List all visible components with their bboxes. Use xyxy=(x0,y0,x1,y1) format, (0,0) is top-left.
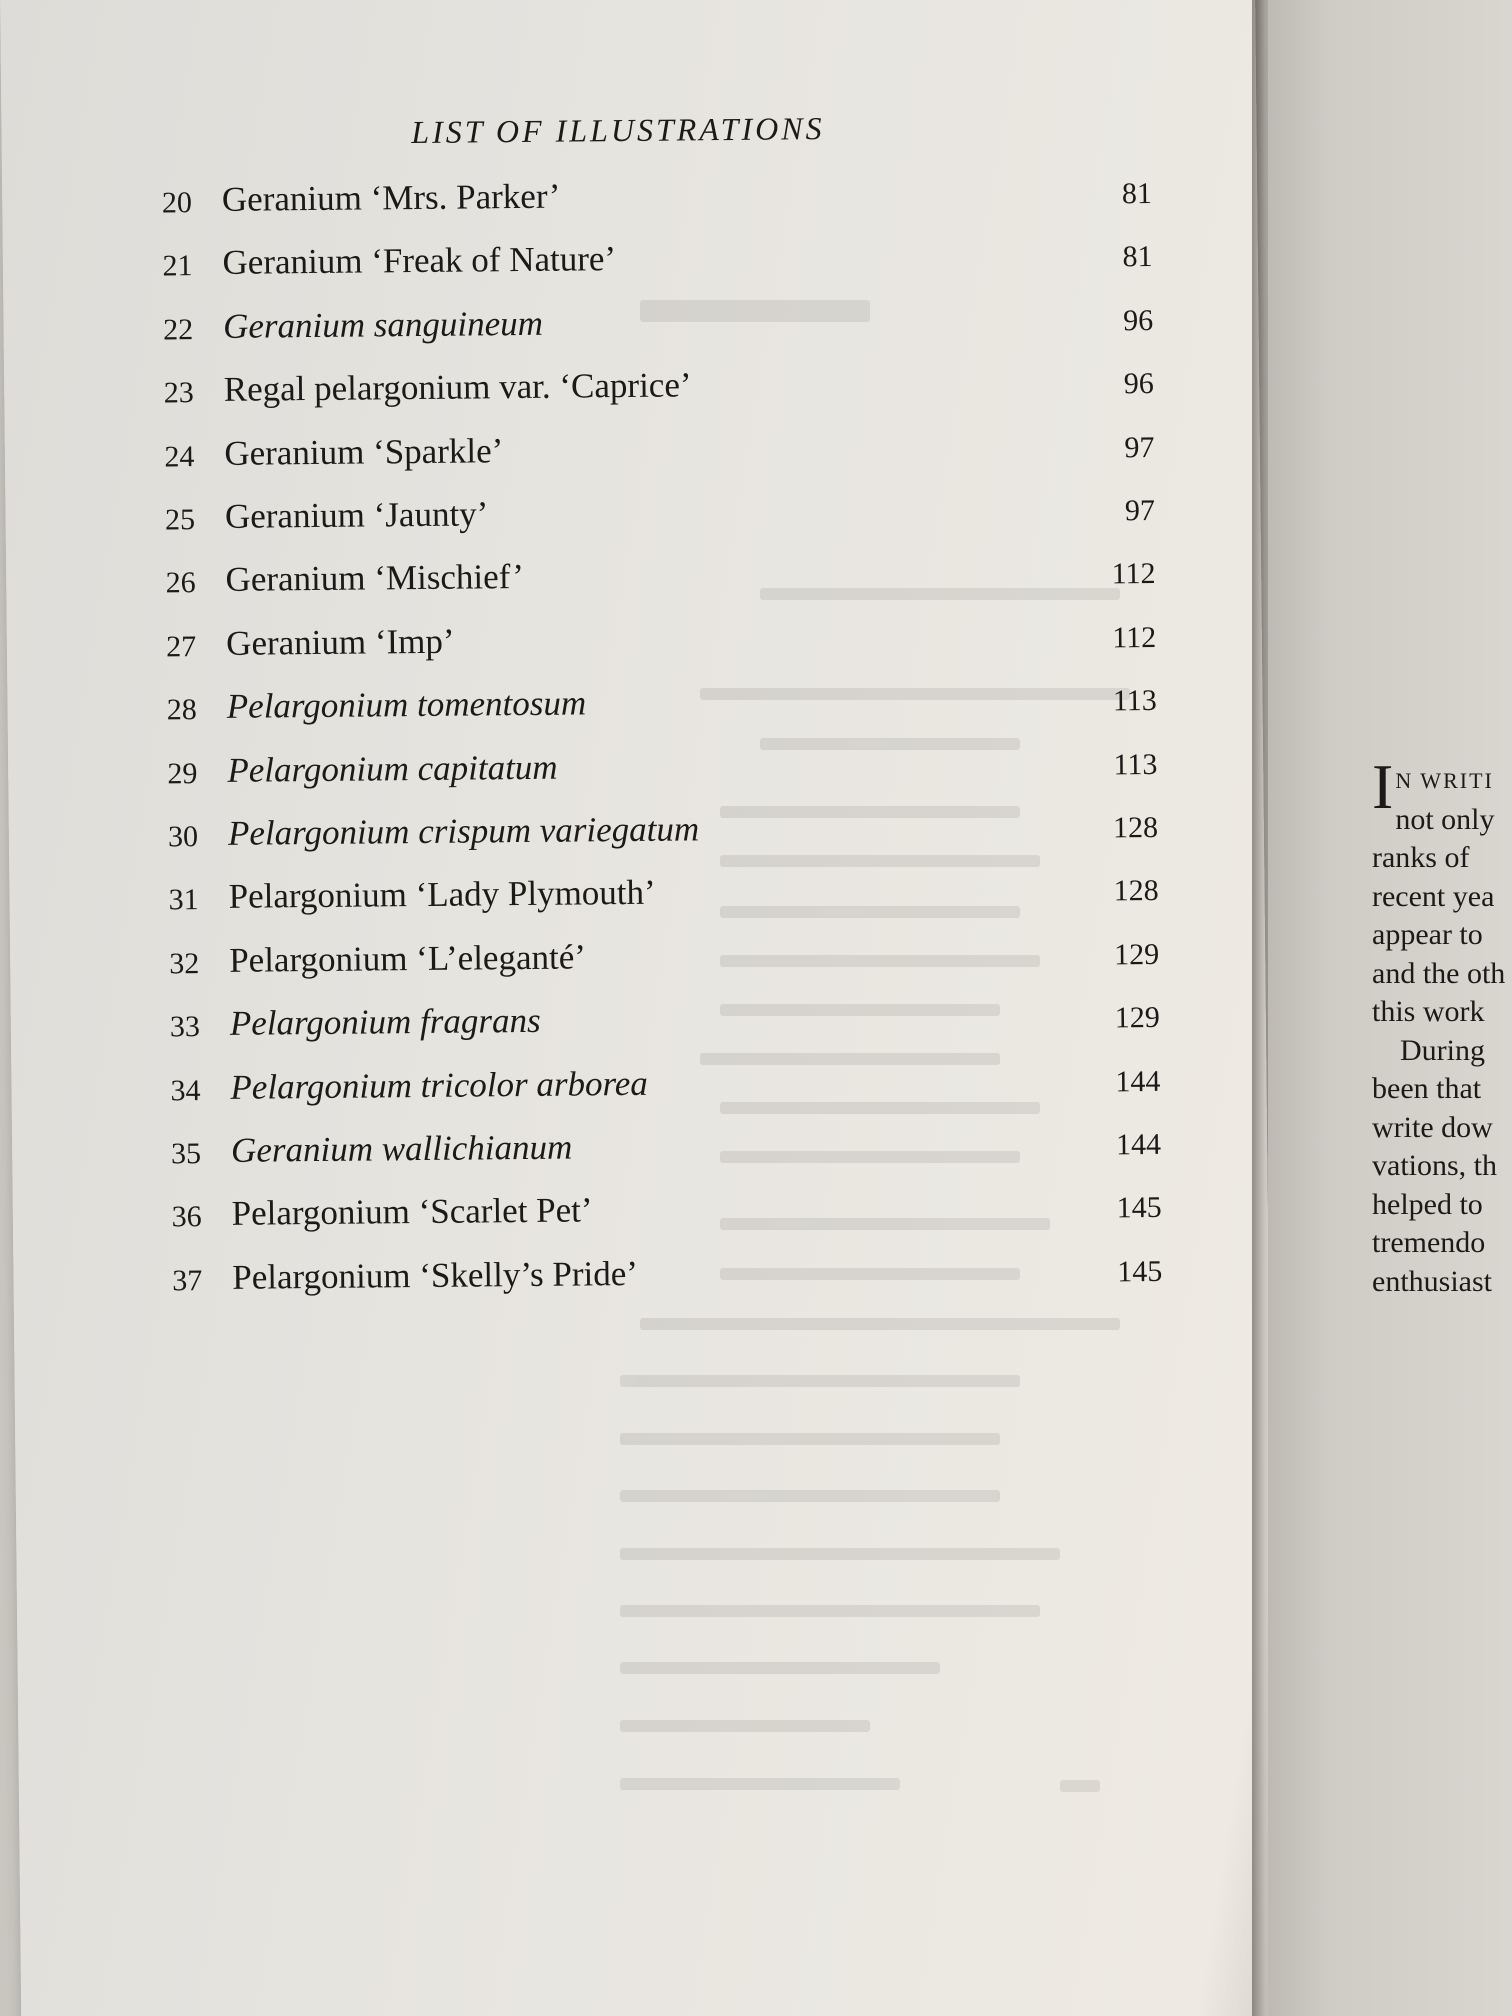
page-number: 144 xyxy=(1115,1127,1162,1162)
page-number: 81 xyxy=(1122,240,1153,274)
list-item xyxy=(11,1121,1211,1183)
list-item xyxy=(6,614,1206,676)
list-item xyxy=(4,361,1204,423)
list-item xyxy=(2,234,1202,296)
illustration-title: Pelargonium ‘L’eleganté’ xyxy=(229,937,587,980)
illustration-title: Geranium ‘Sparkle’ xyxy=(224,430,504,473)
illustration-title: Pelargonium tricolor arborea xyxy=(230,1063,649,1107)
illustration-title: Pelargonium capitatum xyxy=(227,747,558,790)
list-item xyxy=(12,1248,1212,1310)
body-text-line: appear to xyxy=(1372,918,1483,951)
list-item xyxy=(2,170,1202,232)
illustration-title: Pelargonium ‘Lady Plymouth’ xyxy=(228,873,656,917)
page-number: 97 xyxy=(1124,430,1155,464)
plate-number: 36 xyxy=(171,1200,202,1234)
illustration-title: Pelargonium ‘Scarlet Pet’ xyxy=(231,1190,593,1234)
page-number: 97 xyxy=(1124,493,1156,528)
plate-number: 27 xyxy=(166,629,197,664)
body-text-line: vations, th xyxy=(1372,1149,1497,1182)
plate-number: 35 xyxy=(170,1137,202,1171)
illustration-title: Geranium ‘Freak of Nature’ xyxy=(222,239,617,283)
page-number: 129 xyxy=(1114,1001,1160,1035)
list-item xyxy=(10,995,1210,1057)
list-item xyxy=(3,297,1203,359)
illustration-title: Geranium ‘Mischief’ xyxy=(225,557,525,600)
plate-number: 23 xyxy=(163,376,194,410)
list-item xyxy=(5,487,1205,549)
drop-cap: I xyxy=(1372,751,1394,822)
body-text-line: and the oth xyxy=(1372,956,1506,990)
plate-number: 29 xyxy=(167,756,198,791)
list-item xyxy=(4,424,1204,486)
page-number: 145 xyxy=(1116,1191,1162,1225)
body-text-line: During xyxy=(1400,1033,1485,1067)
page-number: 129 xyxy=(1114,937,1160,972)
page-number: 128 xyxy=(1112,810,1159,845)
body-text-line: helped to xyxy=(1372,1187,1483,1221)
list-item xyxy=(5,551,1205,613)
plate-number: 28 xyxy=(166,693,197,727)
illustration-title: Geranium ‘Imp’ xyxy=(225,621,455,663)
body-text-line: tremendo xyxy=(1372,1226,1486,1259)
illustration-title: Pelargonium crispum variegatum xyxy=(227,809,700,853)
page-heading: LIST OF ILLUSTRATIONS xyxy=(411,110,825,151)
plate-number: 21 xyxy=(162,249,193,283)
plate-number: 24 xyxy=(164,439,195,474)
page-number: 113 xyxy=(1113,747,1158,781)
plate-number: 20 xyxy=(161,186,193,220)
illustration-title: Regal pelargonium var. ‘Caprice’ xyxy=(223,365,692,410)
illustration-title: Geranium wallichianum xyxy=(230,1127,573,1170)
plate-number: 26 xyxy=(165,566,196,600)
illustration-title: Geranium sanguineum xyxy=(222,303,544,346)
right-page-text xyxy=(1372,751,1512,1301)
page-number: 113 xyxy=(1112,684,1157,718)
illustration-title: Pelargonium ‘Skelly’s Pride’ xyxy=(232,1253,639,1297)
body-text-line: N WRITI xyxy=(1395,768,1494,793)
illustration-title: Pelargonium fragrans xyxy=(229,1001,541,1044)
plate-number: 37 xyxy=(172,1263,203,1298)
page-number: 144 xyxy=(1115,1064,1161,1098)
list-item xyxy=(8,804,1208,866)
body-text-line: ranks of xyxy=(1372,841,1470,874)
list-item xyxy=(10,1058,1210,1120)
plate-number: 30 xyxy=(167,820,199,854)
page-number: 112 xyxy=(1112,620,1157,655)
list-item xyxy=(7,741,1207,803)
plate-number: 32 xyxy=(169,946,200,981)
body-text-line: been that xyxy=(1372,1072,1482,1105)
page-number: 112 xyxy=(1111,557,1156,591)
illustration-title: Pelargonium tomentosum xyxy=(226,683,587,727)
page-number: 128 xyxy=(1113,874,1159,908)
page-number: 145 xyxy=(1117,1254,1163,1289)
list-item xyxy=(9,931,1209,993)
illustration-title: Geranium ‘Mrs. Parker’ xyxy=(221,176,561,219)
body-text-line: write dow xyxy=(1372,1110,1493,1144)
page-number: 96 xyxy=(1123,367,1154,401)
plate-number: 34 xyxy=(170,1073,201,1108)
body-text-line: this work xyxy=(1372,995,1485,1028)
plate-number: 25 xyxy=(164,503,196,537)
list-item xyxy=(8,868,1208,930)
illustration-title: Geranium ‘Jaunty’ xyxy=(224,494,489,536)
body-text-line: not only xyxy=(1395,802,1495,836)
page-number: 81 xyxy=(1121,176,1153,211)
list-item xyxy=(11,1185,1211,1247)
plate-number: 22 xyxy=(163,312,194,347)
page-number: 96 xyxy=(1122,303,1154,338)
list-item xyxy=(7,678,1207,740)
plate-number: 31 xyxy=(168,883,199,917)
body-text-line: recent yea xyxy=(1372,879,1495,913)
plate-number: 33 xyxy=(169,1010,201,1044)
body-text-line: enthusiast xyxy=(1372,1264,1492,1298)
